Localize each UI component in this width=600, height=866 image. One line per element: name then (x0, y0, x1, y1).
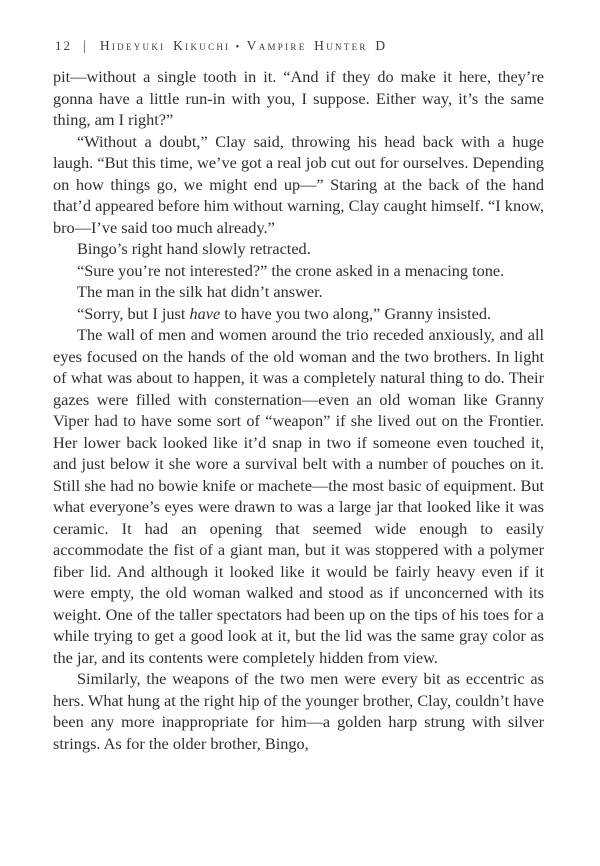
paragraph: The wall of men and women around the trio receded anxiously, and all eyes focused on the hands of the old woman and the two brothers. In light of what was about to happen, it was a completely natural thing to do. Their gazes were filled with consternation—even an old woman like Granny Viper had to have some sort of “weapon” if she lived out on the Frontier. Her lower back looked like it’d snap in two if someone even touched it, and just below it she wore a survival belt with a number of pouches on it. Still she had no bowie knife or machete—the most basic of equipment. But what everyone’s eyes were drawn to was a large jar that looked like it was ceramic. It had an opening that seemed wide enough to easily accommodate the fist of a giant man, but it was stoppered with a polymer fiber lid. And although it looked like it would be fairly heavy even if it were empty, the old woman walked and stood as if unconcerned with its weight. One of the taller spectators had been up on the tips of his toes for a while trying to get a good look at it, but the lid was the same gray color as the jar, and its contents were completely hidden from view. (53, 325, 544, 667)
paragraph: Similarly, the weapons of the two men were every bit as eccentric as hers. What hung at the right hip of the younger brother, Clay, couldn’t have been any more inappropriate for him—a golden harp strung with silver strings. As for the older brother, Bingo, (53, 669, 544, 753)
header-title (100, 38, 388, 54)
paragraph: “Sure you’re not interested?” the crone asked in a menacing tone. (77, 260, 505, 280)
paragraph: pit—without a single tooth in it. “And if they do make it here, they’re gonna have a little run-in with you, I suppose. Either way, it’s the same thing, am I right?” (53, 67, 544, 129)
paragraph: Bingo’s right hand slowly retracted. (77, 239, 311, 258)
paragraph: “Without a doubt,” Clay said, throwing his head back with a huge laugh. “But this time, we’ve got a real job cut out for ourselves. Depending on how things go, we might end up—” Staring at the back of the hand that’d appeared before him without warning, Clay caught himself. “I know, bro—I’ve said too much already.” (53, 131, 544, 237)
header-book-title: Vampire Hunter D (246, 38, 388, 53)
page-text (53, 66, 544, 754)
paragraph: “Sorry, but I just have to have you two along,” Granny insisted. (77, 303, 492, 323)
header-author: Hideyuki Kikuchi (99, 38, 231, 53)
header-dot-separator: • (235, 41, 242, 53)
paragraph: The man in the silk hat didn’t answer. (77, 282, 323, 301)
header-separator: | (83, 39, 86, 54)
running-header (55, 38, 387, 55)
page-number: 12 (55, 38, 72, 53)
